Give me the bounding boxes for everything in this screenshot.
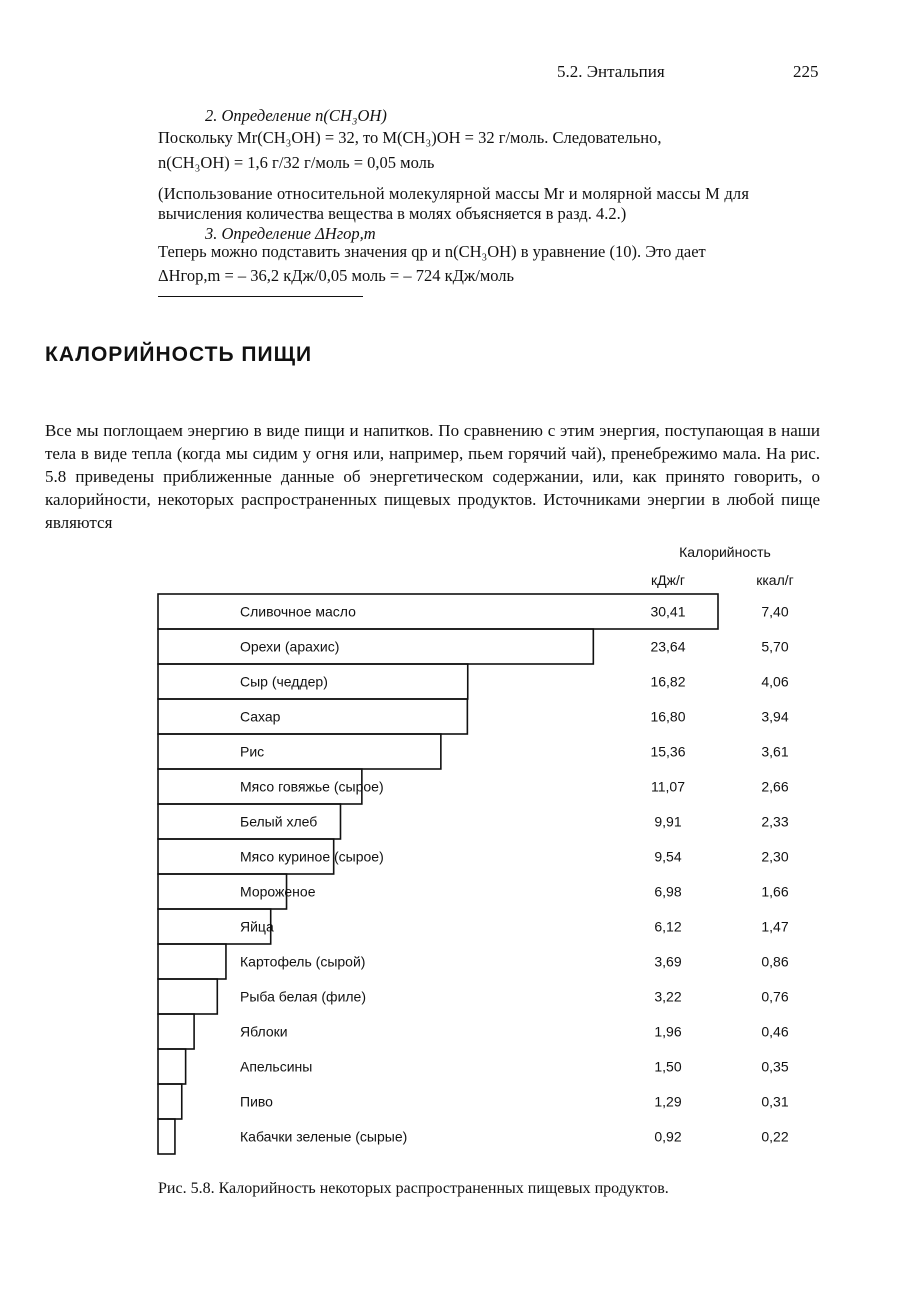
value-label-kcal: 2,66: [761, 778, 789, 795]
section-heading: КАЛОРИЙНОСТЬ ПИЩИ: [45, 343, 313, 366]
category-label: Кабачки зеленые (сырые): [240, 1128, 408, 1145]
value-label-kj: 0,92: [654, 1128, 682, 1145]
value-label-kj: 3,69: [654, 953, 682, 970]
category-label: Рис: [240, 743, 265, 760]
value-label-kcal: 1,66: [761, 883, 789, 900]
value-label-kcal: 2,30: [761, 848, 789, 865]
category-label: Сыр (чеддер): [240, 673, 328, 690]
chart-title: Калорийность: [679, 544, 771, 560]
running-header-section: 5.2. Энтальпия: [557, 62, 665, 81]
bar: [158, 1014, 194, 1049]
category-label: Пиво: [240, 1093, 273, 1110]
page-number: 225: [793, 62, 819, 81]
category-label: Орехи (арахис): [240, 638, 340, 655]
bar: [158, 1084, 182, 1119]
category-label: Сливочное масло: [240, 603, 356, 620]
value-label-kj: 6,12: [654, 918, 682, 935]
bar: [158, 979, 217, 1014]
note-line1: (Использование относительной молекулярной массы Mr и молярной массы M для: [158, 184, 750, 203]
calorie-chart: [0, 530, 907, 1170]
value-label-kcal: 0,86: [761, 953, 789, 970]
value-label-kcal: 0,46: [761, 1023, 789, 1040]
category-label: Картофель (сырой): [240, 953, 366, 970]
step2-title: 2. Определение n(CH₃OH): [205, 106, 387, 125]
divider: [158, 296, 363, 297]
value-label-kj: 23,64: [650, 638, 686, 655]
value-label-kj: 3,22: [654, 988, 682, 1005]
category-label: Рыба белая (филе): [240, 988, 366, 1005]
step2-line2: n(CH₃OH) = 1,6 г/32 г/моль = 0,05 моль: [158, 153, 435, 172]
value-label-kj: 6,98: [654, 883, 682, 900]
step3-title: 3. Определение ΔHгор,m: [205, 224, 376, 243]
value-label-kj: 11,07: [651, 778, 685, 795]
value-label-kj: 9,54: [654, 848, 682, 865]
bar: [158, 1119, 175, 1154]
value-label-kcal: 0,35: [761, 1058, 789, 1075]
note-line2: вычисления количества вещества в молях объясняется в разд. 4.2.): [158, 204, 627, 223]
step2-line1: Поскольку Mr(CH₃OH) = 32, то M(CH₃)OH = 32 г/моль. Следовательно,: [158, 128, 662, 147]
value-label-kj: 1,96: [654, 1023, 682, 1040]
value-label-kj: 9,91: [654, 813, 682, 830]
value-label-kcal: 4,06: [761, 673, 789, 690]
value-label-kcal: 1,47: [761, 918, 789, 935]
value-label-kcal: 0,76: [761, 988, 789, 1005]
value-label-kj: 30,41: [650, 603, 686, 620]
value-label-kcal: 3,61: [761, 743, 789, 760]
column-header-kj: кДж/г: [651, 572, 685, 588]
bar: [158, 629, 593, 664]
category-label: Белый хлеб: [240, 813, 318, 830]
column-header-kcal: ккал/г: [756, 572, 794, 588]
value-label-kj: 16,80: [650, 708, 686, 725]
figure-caption: Рис. 5.8. Калорийность некоторых распространенных пищевых продуктов.: [158, 1180, 669, 1197]
value-label-kcal: 2,33: [761, 813, 789, 830]
category-label: Апельсины: [240, 1058, 313, 1075]
value-label-kj: 1,50: [654, 1058, 682, 1075]
value-label-kcal: 5,70: [761, 638, 789, 655]
value-label-kcal: 3,94: [761, 708, 789, 725]
bar: [158, 699, 467, 734]
value-label-kcal: 7,40: [761, 603, 789, 620]
category-label: Мороженое: [240, 883, 316, 900]
value-label-kcal: 0,31: [761, 1093, 789, 1110]
step3-line1: Теперь можно подставить значения qp и n(CH₃OH) в уравнение (10). Это дает: [158, 242, 706, 261]
value-label-kj: 15,36: [650, 743, 686, 760]
category-label: Мясо куриное (сырое): [240, 848, 384, 865]
value-label-kj: 1,29: [654, 1093, 682, 1110]
body-paragraph: Все мы поглощаем энергию в виде пищи и напитков. По сравнению с этим энергия, поступающая в наши тела в виде тепла (когда мы сидим у огня или, например, пьем горячий чай), пренебрежимо мала. На рис. 5.8 приведены приближенные данные об энергетическом содержании, или, как принято говорить, о калорийности, некоторых распространенных пищевых продуктов. Источниками энергии в любой пище являются: [45, 421, 820, 532]
step3-line2: ΔHгор,m = – 36,2 кДж/0,05 моль = – 724 кДж/моль: [158, 266, 515, 285]
category-label: Мясо говяжье (сырое): [240, 778, 384, 795]
category-label: Яйца: [240, 918, 274, 935]
bar: [158, 1049, 186, 1084]
category-label: Сахар: [240, 708, 281, 725]
category-label: Яблоки: [240, 1023, 288, 1040]
bar: [158, 944, 226, 979]
bar: [158, 734, 441, 769]
value-label-kcal: 0,22: [761, 1128, 789, 1145]
value-label-kj: 16,82: [650, 673, 686, 690]
